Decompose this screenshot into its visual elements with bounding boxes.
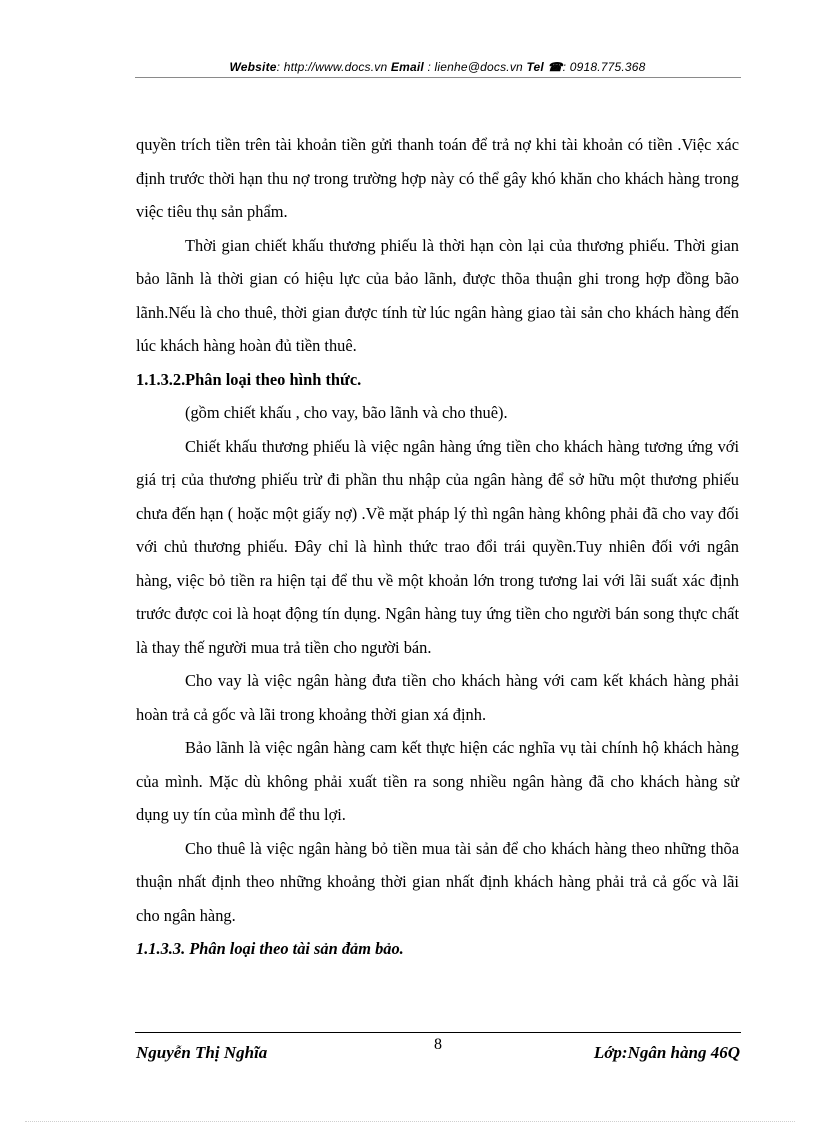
paragraph: Cho thuê là việc ngân hàng bỏ tiền mua tài sản để cho khách hàng theo những thõa thuận nhất định theo những khoảng thời gian nhất định khách hàng phải trả cả gốc và lãi cho ngân hàng. — [136, 838, 739, 925]
page-edge — [25, 1121, 795, 1122]
paragraph: Bảo lãnh là việc ngân hàng cam kết thực hiện các nghĩa vụ tài chính hộ khách hàng của mình. Mặc dù không phải xuất tiền ra song nhiều ngân hàng đã cho khách hàng sử dụng uy tín của mình để thu lợi. — [136, 738, 739, 824]
page-number: 8 — [434, 1036, 442, 1053]
document-body — [136, 128, 739, 966]
section-heading: 1.1.3.2.Phân loại theo hình thức. — [136, 369, 362, 389]
paragraph: Cho vay là việc ngân hàng đưa tiền cho khách hàng với cam kết khách hàng phải hoàn trả cả gốc và lãi trong khoảng thời gian xá định. — [136, 671, 739, 724]
telephone-icon: ☎ — [547, 60, 563, 74]
footer-author: Nguyễn Thị Nghĩa — [136, 1043, 268, 1062]
email-label: Email — [390, 60, 424, 74]
website-label: Website — [229, 60, 277, 74]
website-value: : http://www.docs.vn — [276, 60, 388, 74]
header-divider — [135, 77, 741, 78]
section-heading: 1.1.3.3. Phân loại theo tài sản đảm bảo. — [136, 939, 404, 958]
tel-label: Tel — [526, 60, 544, 74]
footer-divider — [135, 1032, 741, 1033]
page-header — [135, 60, 740, 74]
tel-value: : 0918.775.368 — [562, 60, 646, 74]
footer-class-info: Lớp:Ngân hàng 46Q — [593, 1043, 740, 1062]
section-note: (gồm chiết khấu , cho vay, bão lãnh và cho thuê). — [185, 403, 508, 422]
email-value: : lienhe@docs.vn — [427, 60, 523, 74]
paragraph: quyền trích tiền trên tài khoản tiền gửi thanh toán để trả nợ khi tài khoản có tiền .Việc xác định trước thời hạn thu nợ trong trường hợp này có thể gây khó khăn cho khách hàng trong việc tiêu thụ sản phẩm. — [136, 135, 739, 221]
paragraph: Chiết khấu thương phiếu là việc ngân hàng ứng tiền cho khách hàng tương ứng với giá trị của thương phiếu trừ đi phần thu nhập của ngân hàng để sở hữu một thương phiếu chưa đến hạn ( hoặc một giấy nợ) .Về mặt pháp lý thì ngân hàng không phải đã cho vay đối với chủ thương phiếu. Đây chỉ là hình thức trao đổi trái quyền.Tuy nhiên đối với ngân hàng, việc bỏ tiền ra hiện tại để thu về một khoản lớn trong tương lai với lãi suất xác định trước được coi là hoạt động tín dụng. Ngân hàng tuy ứng tiền cho người bán song thực chất là thay thế người mua trả tiền cho người bán. — [136, 436, 739, 657]
paragraph: Thời gian chiết khấu thương phiếu là thời hạn còn lại của thương phiếu. Thời gian bảo lãnh là thời gian có hiệu lực của bảo lãnh, được thõa thuận ghi trong hợp đồng bão lãnh.Nếu là cho thuê, thời gian được tính từ lúc ngân hàng giao tài sản cho khách hàng đến lúc khách hàng hoàn đủ tiền thuê. — [136, 235, 739, 355]
